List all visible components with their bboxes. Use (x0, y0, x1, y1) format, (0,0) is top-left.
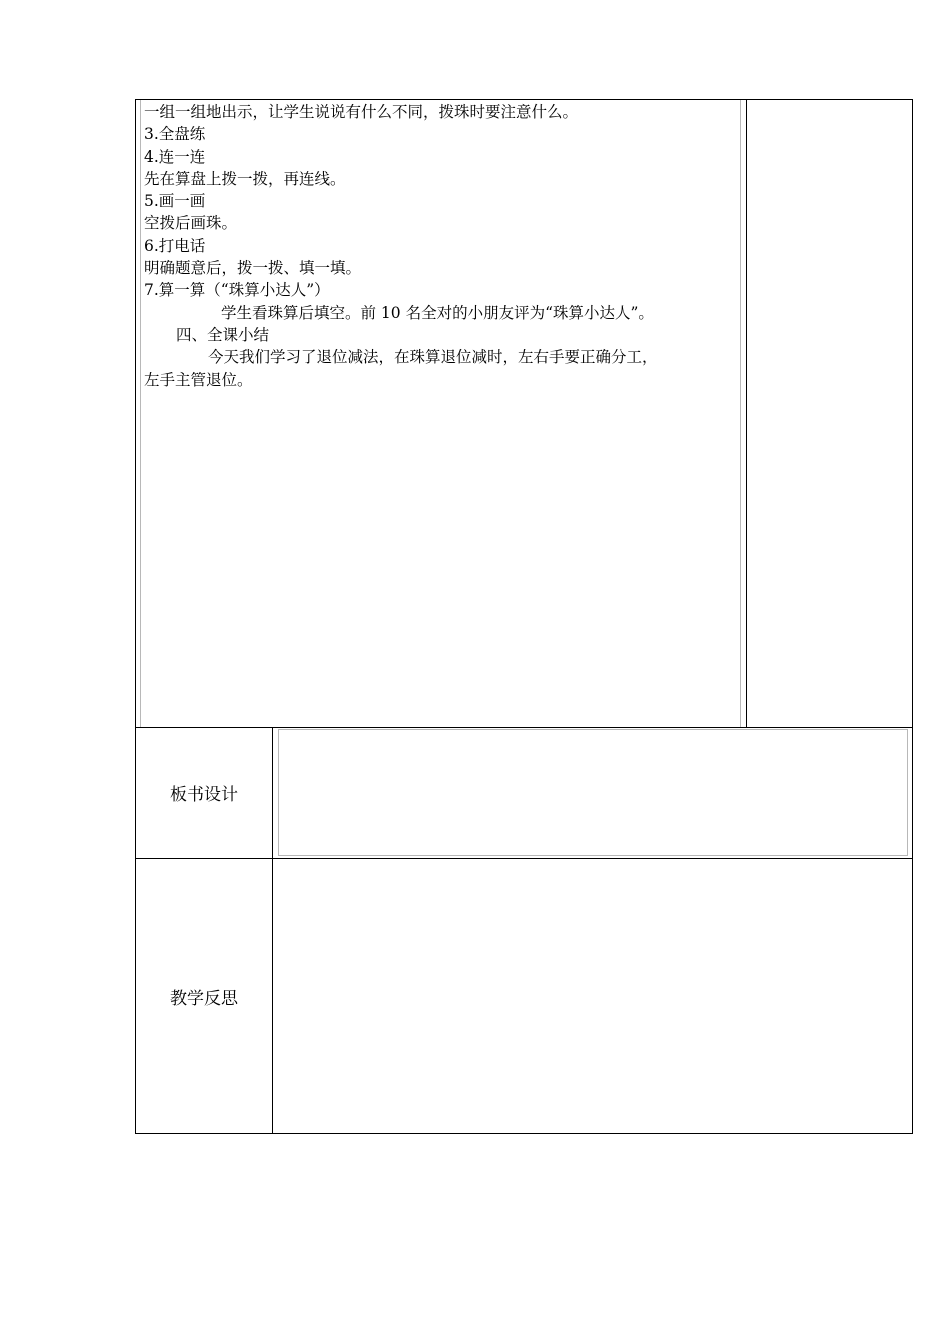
text-line: 3.全盘练 (144, 125, 206, 144)
text-line: 5.画一画 (144, 192, 206, 211)
text-line: 学生看珠算后填空。前 10 名全对的小朋友评为“珠算小达人”。 (221, 303, 654, 322)
section-heading: 四、全课小结 (176, 325, 270, 344)
lesson-process-text (144, 101, 742, 391)
lesson-plan-table (135, 99, 913, 1134)
board-design-area (278, 729, 908, 856)
inner-frame-line (140, 100, 141, 727)
text-line: 明确题意后，拨一拨、填一填。 (144, 259, 362, 278)
text-line: 今天我们学习了退位减法，在珠算退位减时，左右手要正确分工， (208, 348, 658, 367)
board-design-row (136, 727, 912, 859)
text-line: 4.连一连 (144, 147, 206, 166)
board-design-label: 板书设计 (136, 727, 273, 858)
text-line: 7.算一算（“珠算小达人”） (144, 281, 330, 300)
text-line: 一组一组地出示，让学生说说有什么不同，拨珠时要注意什么。 (144, 103, 579, 121)
reflection-row (136, 859, 912, 1133)
text-line: 空拨后画珠。 (144, 214, 238, 233)
lesson-process-cell (136, 100, 747, 727)
lesson-process-row (136, 100, 912, 728)
text-line: 左手主管退位。 (144, 370, 253, 389)
text-line: 6.打电话 (144, 236, 206, 255)
notes-cell (747, 100, 912, 727)
text-line: 先在算盘上拨一拨，再连线。 (144, 169, 346, 188)
reflection-label: 教学反思 (136, 859, 273, 1133)
